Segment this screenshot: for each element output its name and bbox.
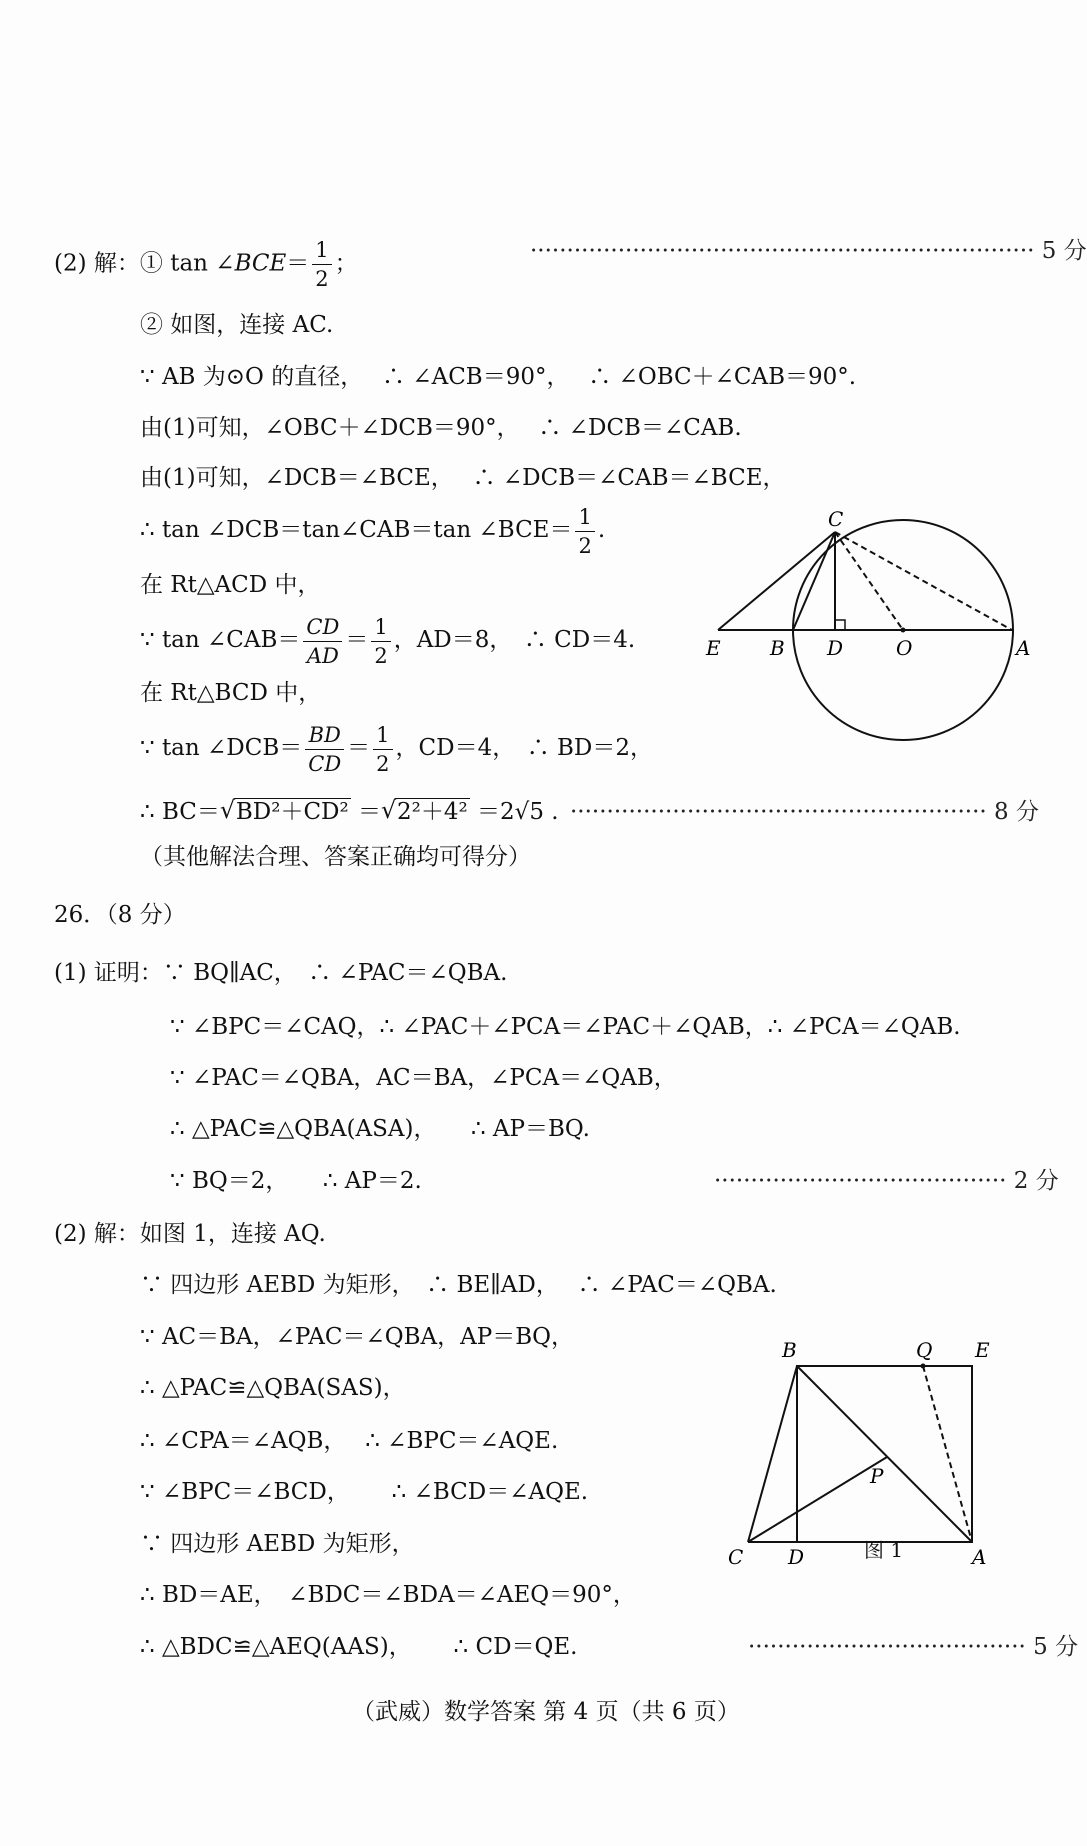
- label-p: P: [870, 1464, 884, 1488]
- label-q: Q: [916, 1338, 933, 1362]
- fraction-cd-ad: [303, 613, 342, 670]
- frac-num: 1: [312, 236, 331, 265]
- score-leader-5b: ······································ 5 分: [748, 1634, 1079, 1660]
- line-t6: ∵ ∠BPC＝∠BCD， ∴ ∠BCD＝∠AQE.: [140, 1479, 589, 1505]
- frac-den: 2: [315, 267, 329, 291]
- score-leader-8: ························································· 8 分: [570, 799, 1039, 825]
- line-l2: ∵ AB 为⊙O 的直径， ∴ ∠ACB＝90°， ∴ ∠OBC＋∠CAB＝90°.: [140, 364, 857, 390]
- label-o: O: [896, 636, 913, 660]
- frac-den: 2: [374, 643, 388, 668]
- line-t5: ∴ ∠CPA＝∠AQB， ∴ ∠BPC＝∠AQE.: [140, 1428, 559, 1454]
- label-d: D: [827, 636, 844, 660]
- frac-cd: CD: [308, 751, 342, 776]
- line-l9: [140, 718, 653, 778]
- label-b: B: [770, 636, 785, 660]
- line-l11: （其他解法合理、答案正确均可得分）: [140, 844, 531, 870]
- line-l4: 由(1)可知，∠DCB＝∠BCE， ∴ ∠DCB＝∠CAB＝∠BCE，: [140, 465, 786, 491]
- line-l7: [140, 610, 635, 670]
- figure-circle: [700, 507, 1040, 750]
- line-ba: [797, 1366, 972, 1542]
- frac-num: 1: [373, 721, 392, 750]
- line-t2: ∵ 四边形 AEBD 为矩形， ∴ BE∥AD， ∴ ∠PAC＝∠QBA.: [140, 1272, 777, 1298]
- label-d: D: [788, 1545, 805, 1569]
- right-angle-mark: [835, 620, 845, 630]
- line-ec: [718, 532, 835, 630]
- label-c: C: [828, 507, 844, 531]
- score-leader-2: ········································ 2 分: [714, 1168, 1059, 1194]
- frac-bd: BD: [308, 722, 341, 747]
- line-s1: (1) 证明：∵ BQ∥AC， ∴ ∠PAC＝∠QBA.: [54, 960, 508, 986]
- p2-eq: ＝: [286, 250, 310, 277]
- label-c: C: [728, 1545, 744, 1569]
- fraction-half-3: [371, 613, 390, 670]
- label-e: E: [975, 1338, 990, 1362]
- p2-header: [54, 236, 358, 293]
- l7-text: ∵ tan ∠CAB＝: [140, 627, 301, 653]
- sqrt-1: [220, 797, 351, 827]
- line-l6: 在 Rt△ACD 中，: [140, 572, 321, 598]
- l5-text: ∴ tan ∠DCB＝tan∠CAB＝tan ∠BCE＝: [140, 517, 573, 543]
- score-leader-5a: ····································································· 5 分: [530, 238, 1087, 264]
- sqrt-2: [381, 797, 470, 827]
- line-co: [835, 532, 903, 630]
- center-dot: [901, 628, 906, 633]
- p2-semicolon: ；: [334, 250, 358, 277]
- label-a: A: [972, 1545, 987, 1569]
- label-e: E: [706, 636, 721, 660]
- line-t8: ∴ BD＝AE， ∠BDC＝∠BDA＝∠AEQ＝90°，: [140, 1582, 636, 1608]
- figure-1: [720, 1330, 1000, 1570]
- label-b: B: [782, 1338, 797, 1362]
- line-t9: ∴ △BDC≌△AEQ(AAS)， ∴ CD＝QE.: [140, 1634, 578, 1660]
- l9-text-b: ，CD＝4， ∴ BD＝2，: [395, 735, 653, 761]
- line-l8: 在 Rt△BCD 中，: [140, 680, 322, 706]
- figure-1-caption: 图 1: [864, 1538, 904, 1562]
- sqrt-2-rad: 2²＋4²: [397, 799, 468, 825]
- score-8: 8 分: [994, 799, 1039, 825]
- fraction-half-4: [373, 721, 392, 778]
- fraction-half-2: [575, 503, 594, 560]
- l9-eq: ＝: [347, 735, 371, 761]
- line-t3: ∵ AC＝BA，∠PAC＝∠QBA，AP＝BQ，: [140, 1324, 574, 1350]
- frac-num: 1: [575, 503, 594, 532]
- score-5b: 5 分: [1033, 1634, 1079, 1660]
- line-t1: (2) 解：如图 1，连接 AQ.: [54, 1221, 326, 1247]
- line-bc: [793, 532, 835, 630]
- line-s2: ∵ ∠BPC＝∠CAQ，∴ ∠PAC＋∠PCA＝∠PAC＋∠QAB，∴ ∠PCA＝∠QAB.: [170, 1014, 961, 1040]
- q26-heading: 26．（8 分）: [54, 902, 186, 928]
- l10-result: ＝2√5 .: [477, 799, 559, 825]
- line-l10: ∴ BC＝√ BD²＋CD² ＝√ 2²＋4² ＝2√5 .: [140, 797, 559, 827]
- score-2: 2 分: [1013, 1168, 1059, 1194]
- frac-num: 1: [371, 613, 390, 642]
- label-a: A: [1016, 636, 1031, 660]
- l7-eq: ＝: [345, 627, 369, 653]
- sqrt-1-rad: BD²＋CD²: [235, 799, 349, 825]
- score-5: 5 分: [1041, 238, 1087, 264]
- line-t7: ∵ 四边形 AEBD 为矩形，: [140, 1531, 415, 1557]
- frac-den: 2: [578, 533, 592, 558]
- l5-period: .: [597, 517, 606, 543]
- l9-text: ∵ tan ∠DCB＝: [140, 735, 303, 761]
- line-s5: ∵ BQ＝2， ∴ AP＝2.: [170, 1168, 422, 1194]
- p2-bce: BCE: [234, 250, 287, 277]
- frac-ad: AD: [306, 643, 339, 668]
- line-l1: ② 如图，连接 AC.: [140, 312, 334, 338]
- line-s4: ∴ △PAC≌△QBA(ASA)， ∴ AP＝BQ.: [170, 1116, 590, 1142]
- page-footer: （武威）数学答案 第 4 页（共 6 页）: [352, 1699, 740, 1725]
- fraction-half: [312, 236, 331, 293]
- l7-text-b: ，AD＝8， ∴ CD＝4.: [393, 627, 636, 653]
- l10-text: ∴ BC＝: [140, 799, 220, 825]
- frac-den: 2: [376, 751, 390, 776]
- line-qa: [923, 1366, 972, 1542]
- line-t4: ∴ △PAC≌△QBA(SAS)，: [140, 1375, 406, 1401]
- line-ca: [835, 532, 1012, 630]
- frac-cd: CD: [306, 614, 340, 639]
- line-l3: 由(1)可知，∠OBC＋∠DCB＝90°， ∴ ∠DCB＝∠CAB.: [140, 415, 742, 441]
- fraction-bd-cd: [305, 721, 344, 778]
- point-q: [921, 1364, 926, 1369]
- line-s3: ∵ ∠PAC＝∠QBA，AC＝BA，∠PCA＝∠QAB，: [170, 1065, 677, 1091]
- line-l5: [140, 500, 605, 560]
- p2-head-text: (2) 解：① tan ∠: [54, 250, 235, 277]
